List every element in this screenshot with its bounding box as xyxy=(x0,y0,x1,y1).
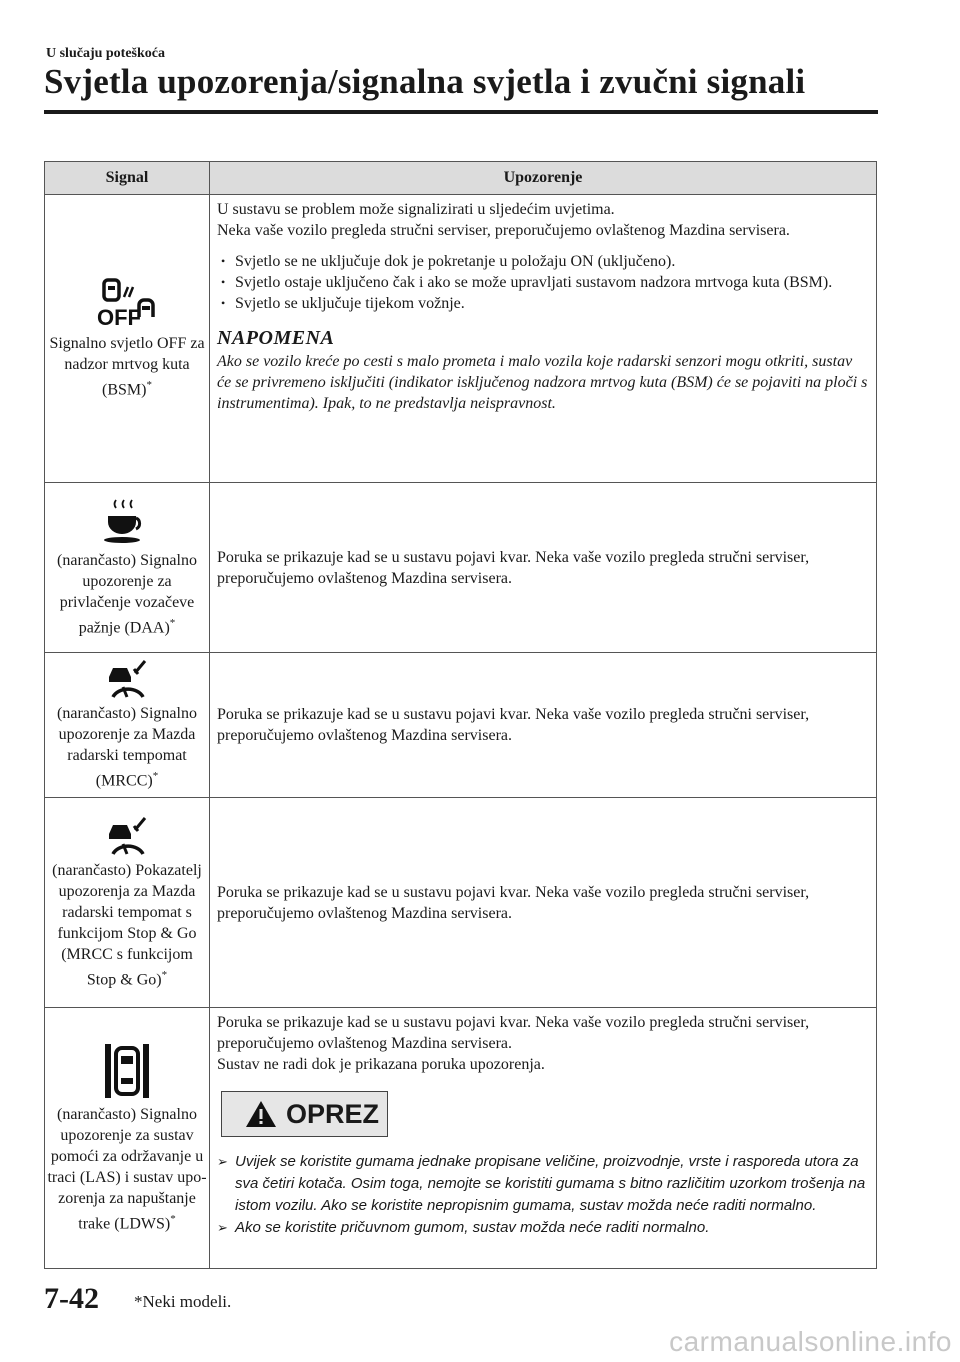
warning-message: Poruka se prikazuje kad se u sustavu pojavi kvar. Neka vaše vozilo pregleda stručni serviser, preporučujemo ovlaštenog Mazdina servisera. xyxy=(217,1014,810,1053)
warning-cell xyxy=(210,483,877,653)
footnote-asterisk: * xyxy=(161,968,168,981)
signal-cell xyxy=(45,653,210,798)
warning-intro-service: Neka vaše vozilo pregleda stručni serviser, preporučujemo ovlaštenog Mazdina servisera. xyxy=(217,222,790,239)
warning-cell xyxy=(210,1008,877,1269)
signal-label: (narančasto) Signalno upozorenje za privlačenje vozačeve pažnje (DAA) xyxy=(57,552,197,637)
table-row xyxy=(45,798,877,1008)
coffee-cup-icon xyxy=(102,496,152,546)
footnote-asterisk: * xyxy=(146,378,152,391)
radar-cruise-icon xyxy=(101,659,153,699)
table-row xyxy=(45,1008,877,1269)
signal-cell xyxy=(45,195,210,483)
watermark: carmanualsonline.info xyxy=(669,1326,952,1357)
lane-departure-icon xyxy=(103,1042,151,1100)
warning-message: Poruka se prikazuje kad se u sustavu pojavi kvar. Neka vaše vozilo pregleda stručni serviser, preporučujemo ovlaštenog Mazdina servisera. xyxy=(217,883,810,922)
warning-cell xyxy=(210,195,877,483)
note-text: Ako se vozilo kreće po cesti s malo prometa i malo vozila koje radarski senzori mogu otkriti, sustav će se privremeno isključiti (indikator isključenog nadzora mrtvog kuta (BSM) će se pojaviti na ploči s instrumentima). Ipak, to ne predstavlja neispravnost. xyxy=(217,353,868,412)
section-label: U slučaju poteškoća xyxy=(46,46,166,61)
caution-list xyxy=(217,1151,868,1239)
title-rule xyxy=(44,110,878,114)
caution-box xyxy=(221,1091,388,1137)
signal-label: (narančasto) Pokazatelj upozorenja za Mazda radarski tempomat s funkcijom Stop & Go (MRCC s funkcijom Stop & Go) xyxy=(52,861,202,988)
list-item: • Svjetlo se uključuje tijekom vožnje. xyxy=(217,293,868,314)
signal-label: (narančasto) Signalno upozorenje za Mazda radarski tempomat (MRCC) xyxy=(57,705,197,790)
warning-table xyxy=(44,161,877,1269)
warning-message: Poruka se prikazuje kad se u sustavu pojavi kvar. Neka vaše vozilo pregleda stručni serviser, preporučujemo ovlaštenog Mazdina servisera. xyxy=(217,706,810,745)
table-row xyxy=(45,653,877,798)
signal-cell xyxy=(45,798,210,1008)
table-row xyxy=(45,483,877,653)
footnote-asterisk: * xyxy=(152,770,159,782)
page-number: 7-42 xyxy=(44,1282,99,1315)
list-item: • Svjetlo se ne uključuje dok je pokretanje u položaju ON (uključeno). xyxy=(217,251,868,272)
warning-message: Poruka se prikazuje kad se u sustavu pojavi kvar. Neka vaše vozilo pregleda stručni serviser, preporučujemo ovlaštenog Mazdina servisera. xyxy=(217,548,810,587)
column-header-warning: Upozorenje xyxy=(210,162,877,195)
bsm-off-icon xyxy=(97,277,157,329)
list-item: • Svjetlo ostaje uključeno čak i ako se može upravljati sustavom nadzora mrtvoga kuta (BSM). xyxy=(217,272,868,293)
signal-label: Signalno svjetlo OFF za nadzor mrtvog kuta (BSM) xyxy=(49,334,205,399)
signal-cell xyxy=(45,1008,210,1269)
svg-text:OFF: OFF xyxy=(97,304,141,329)
condition-list xyxy=(217,251,868,314)
list-item: ➢ Uvijek se koristite gumama jednake propisane veličine, proizvodnje, vrste i rasporeda utora za sva četiri kotača. Osim toga, nemojte se koristiti gumama s bitno različitim uzorkom trošenja na istom vozilu. Ako se koristite nepropisnim gumama, sustav možda neće raditi normalno. xyxy=(217,1151,868,1217)
radar-cruise-stopgo-icon xyxy=(101,816,153,856)
signal-cell xyxy=(45,483,210,653)
footnote-asterisk: * xyxy=(170,1213,176,1226)
warning-intro: U sustavu se problem može signalizirati u sljedećim uvjetima. xyxy=(217,201,615,218)
signal-label: (narančasto) Signalno upozorenje za sustav pomoći za održavanje u traci (LAS) i sustav upozorenja za napuštanje trake (LDWS) xyxy=(47,1106,207,1233)
warning-cell xyxy=(210,798,877,1008)
warning-message-2: Sustav ne radi dok je prikazana poruka upozorenja. xyxy=(217,1056,545,1074)
footnote-asterisk: * xyxy=(169,617,176,630)
warning-triangle-icon xyxy=(244,1099,278,1129)
warning-cell xyxy=(210,653,877,798)
note-title: NAPOMENA xyxy=(217,327,335,349)
table-header-row xyxy=(45,162,877,195)
page-title: Svjetla upozorenja/signalna svjetla i zvučni signali xyxy=(44,62,806,101)
column-header-signal: Signal xyxy=(45,162,210,195)
list-item: ➢ Ako se koristite pričuvnom gumom, sustav možda neće raditi normalno. xyxy=(217,1217,868,1239)
footnote: *Neki modeli. xyxy=(134,1292,232,1311)
caution-label: OPREZ xyxy=(286,1098,380,1129)
table-row xyxy=(45,195,877,483)
